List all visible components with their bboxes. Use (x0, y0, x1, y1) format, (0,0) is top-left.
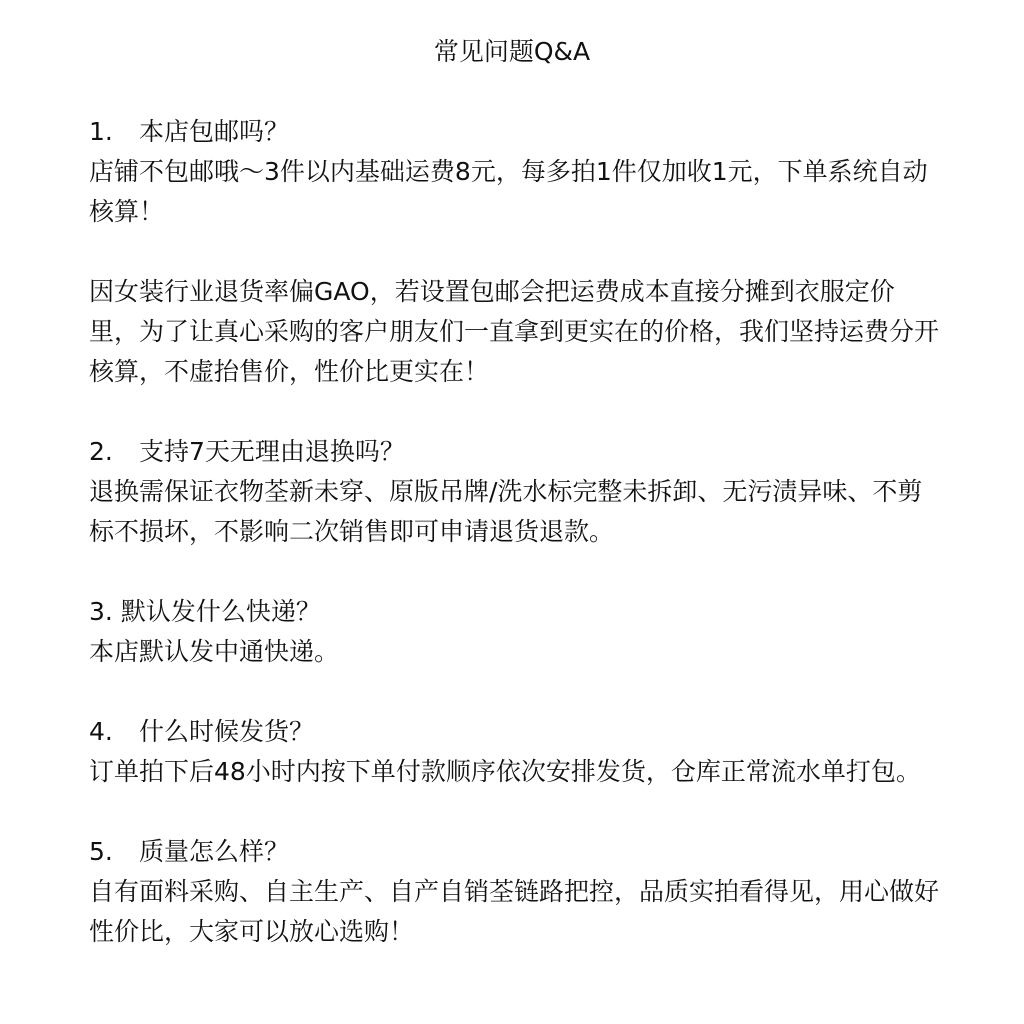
question-number: 3. (89, 597, 113, 626)
faq-question-1 (89, 112, 939, 152)
spacer (89, 792, 939, 832)
spacer (89, 552, 939, 592)
question-text: 什么时候发货？ (139, 717, 315, 746)
faq-question-4 (89, 712, 939, 752)
faq-answer-5: 自有面料采购、自主生产、自产自销荃链路把控，品质实拍看得见，用心做好性价比，大家可以放心选购！ (89, 877, 940, 946)
question-number: 1. (89, 117, 113, 146)
faq-question-3 (89, 592, 939, 632)
question-text: 质量怎么样？ (139, 837, 290, 866)
question-text: 默认发什么快递？ (120, 597, 321, 626)
spacer (89, 392, 939, 432)
faq-answer-3: 本店默认发中通快递。 (89, 637, 340, 666)
spacer (89, 232, 939, 272)
faq-answer-1-1: 店铺不包邮哦～3件以内基础运费8元，每多拍1件仅加收1元，下单系统自动核算！ (89, 157, 928, 226)
faq-answer-4: 订单拍下后48小时内按下单付款顺序依次安排发货，仓库正常流水单打包。 (89, 757, 921, 786)
faq-question-5 (89, 832, 939, 872)
faq-question-2 (89, 432, 939, 472)
faq-answer-2: 退换需保证衣物荃新未穿、原版吊牌/洗水标完整未拆卸、无污渍异味、不剪标不损坏，不影响二次销售即可申请退货退款。 (89, 477, 923, 546)
question-text: 支持7天无理由退换吗？ (139, 437, 405, 466)
spacer (89, 672, 939, 712)
question-number: 2. (89, 437, 113, 466)
faq-list (89, 112, 939, 952)
question-number: 5. (89, 837, 113, 866)
question-number: 4. (89, 717, 113, 746)
faq-answer-1-2: 因女装行业退货率偏GAO，若设置包邮会把运费成本直接分摊到衣服定价里，为了让真心采购的客户朋友们一直拿到更实在的价格，我们坚持运费分开核算，不虚抬售价，性价比更实在！ (89, 277, 940, 386)
question-text: 本店包邮吗？ (139, 117, 290, 146)
page-title: 常见问题Q&A (433, 37, 591, 66)
